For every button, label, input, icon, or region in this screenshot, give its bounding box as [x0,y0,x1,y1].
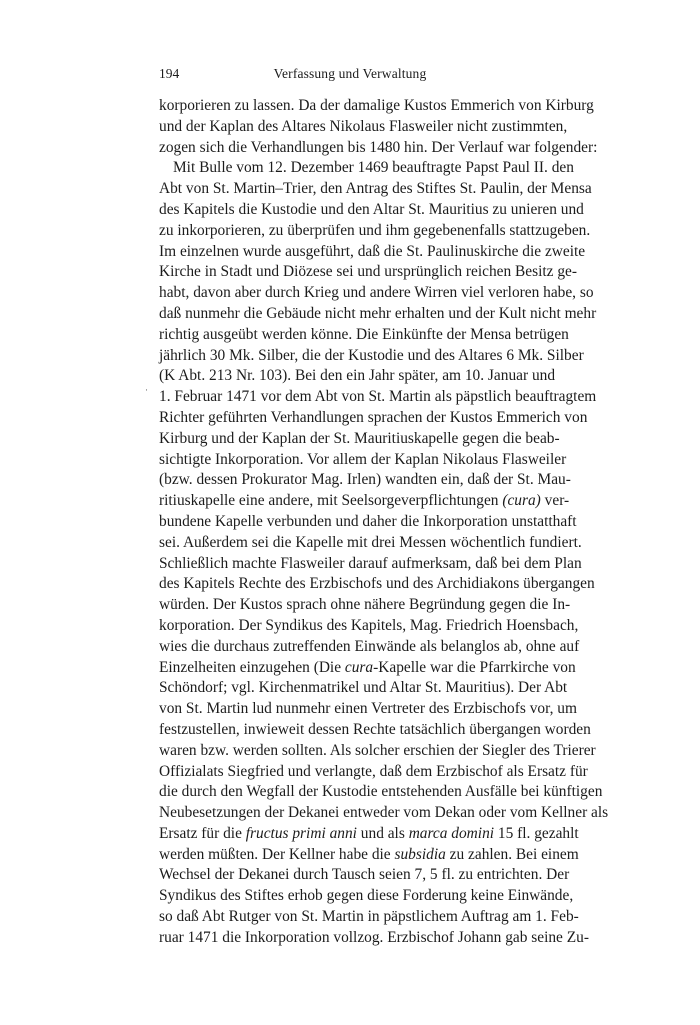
italic-term: fructus primi anni [245,824,357,842]
text-line: Kirburg und der Kaplan der St. Mauritiuskapelle gegen die beab- [159,429,560,447]
page-header [159,63,541,85]
text-segment: Einzelheiten einzugehen (Die [159,658,342,676]
text-segment: -Kapelle war die Pfarrkirche von [373,658,576,676]
text-line: zu inkorporieren, zu überprüfen und ihm gegebenenfalls stattzugeben. [159,221,591,239]
text-line: sichtigte Inkorporation. Vor allem der Kaplan Nikolaus Flasweiler [159,450,567,468]
text-line: Wechsel der Dekanei durch Tausch seien 7, 5 fl. zu entrichten. Der [159,866,570,884]
text-line: habt, davon aber durch Krieg und andere Wirren viel verloren habe, so [159,284,594,302]
text-line: des Kapitels die Kustodie und den Altar St. Mauritius zu unieren und [159,200,584,218]
text-segment: ritiuskapelle eine andere, mit Seelsorgeverpflichtungen [159,492,499,510]
text-line: Neubesetzungen der Dekanei entweder vom Dekan oder vom Kellner als [159,804,609,822]
text-segment: ver- [544,492,570,510]
text-line: sei. Außerdem sei die Kapelle mit drei Messen wöchentlich fundiert. [159,533,582,551]
text-line: richtig ausgeübt werden könne. Die Einkünfte der Mensa betrügen [159,325,569,343]
text-line: so daß Abt Rutger von St. Martin in päpstlichem Auftrag am 1. Feb- [159,908,579,926]
text-line: festzustellen, inwieweit dessen Rechte tatsächlich übergangen worden [159,720,591,738]
margin-mark: · [145,385,148,395]
text-segment: werden müßten. Der Kellner habe die [159,845,391,863]
text-line: jährlich 30 Mk. Silber, die der Kustodie und des Altares 6 Mk. Silber [159,346,584,364]
text-line: zogen sich die Verhandlungen bis 1480 hin. Der Verlauf war folgender: [159,138,598,156]
italic-term: marca domini [408,824,495,842]
running-head: Verfassung und Verwaltung [273,66,427,81]
text-line: Kirche in Stadt und Diözese sei und ursprünglich reichen Besitz ge- [159,263,577,281]
text-line: und der Kaplan des Altares Nikolaus Flasweiler nicht zustimmten, [159,117,568,135]
text-line [159,491,570,512]
text-line: Im einzelnen wurde ausgeführt, daß die St. Paulinuskirche die zweite [159,242,586,260]
text-segment: zu zahlen. Bei einem [449,845,579,863]
text-line: (bzw. dessen Prokurator Mag. Irlen) wandten ein, daß der St. Mau- [159,471,571,489]
text-line: 1. Februar 1471 vor dem Abt von St. Martin als päpstlich beauftragtem [159,388,597,406]
italic-term: subsidia [394,845,446,863]
text-line: Syndikus des Stiftes erhob gegen diese Forderung keine Einwände, [159,887,574,905]
text-line: Schöndorf; vgl. Kirchenmatrikel und Altar St. Mauritius). Der Abt [159,679,568,697]
text-line: wies die durchaus zutreffenden Einwände als belanglos ab, ohne auf [159,637,580,655]
text-line: Abt von St. Martin–Trier, den Antrag des Stiftes St. Paulin, der Mensa [159,180,592,198]
text-line: Schließlich machte Flasweiler darauf aufmerksam, daß bei dem Plan [159,554,582,572]
body-text [159,96,609,949]
text-line: Mit Bulle vom 12. Dezember 1469 beauftragte Papst Paul II. den [173,159,574,177]
text-line: würden. Der Kustos sprach ohne nähere Begründung gegen die In- [159,596,571,614]
text-line: von St. Martin lud nunmehr einen Vertreter des Erzbischofs vor, um [159,700,577,718]
text-segment: und als [360,824,405,842]
text-segment: Ersatz für die [159,824,242,842]
text-line: die durch den Wegfall der Kustodie entstehenden Ausfälle bei künftigen [159,783,603,801]
text-line: korporation. Der Syndikus des Kapitels, Mag. Friedrich Hoensbach, [159,616,579,634]
page-number: 194 [159,66,180,81]
text-line: korporieren zu lassen. Da der damalige Kustos Emmerich von Kirburg [159,97,594,114]
text-line: Richter geführten Verhandlungen sprachen der Kustos Emmerich von [159,408,588,426]
text-line [159,658,576,679]
italic-term: cura [344,658,374,676]
text-line [159,845,579,866]
italic-term: (cura) [502,492,541,510]
text-line: daß nunmehr die Gebäude nicht mehr erhalten und der Kult nicht mehr [159,304,597,322]
text-line: ruar 1471 die Inkorporation vollzog. Erzbischof Johann gab seine Zu- [159,928,589,946]
text-line: bundene Kapelle verbunden und daher die Inkorporation unstatthaft [159,512,577,530]
text-line: des Kapitels Rechte des Erzbischofs und des Archidiakons übergangen [159,575,595,593]
text-line: (K Abt. 213 Nr. 103). Bei den ein Jahr später, am 10. Januar und [159,367,556,385]
text-line [159,824,579,845]
text-segment: 15 fl. gezahlt [497,824,579,842]
text-line: waren bzw. werden sollten. Als solcher erschien der Siegler des Trierer [159,741,596,759]
text-line: Offizialats Siegfried und verlangte, daß dem Erzbischof als Ersatz für [159,762,588,780]
